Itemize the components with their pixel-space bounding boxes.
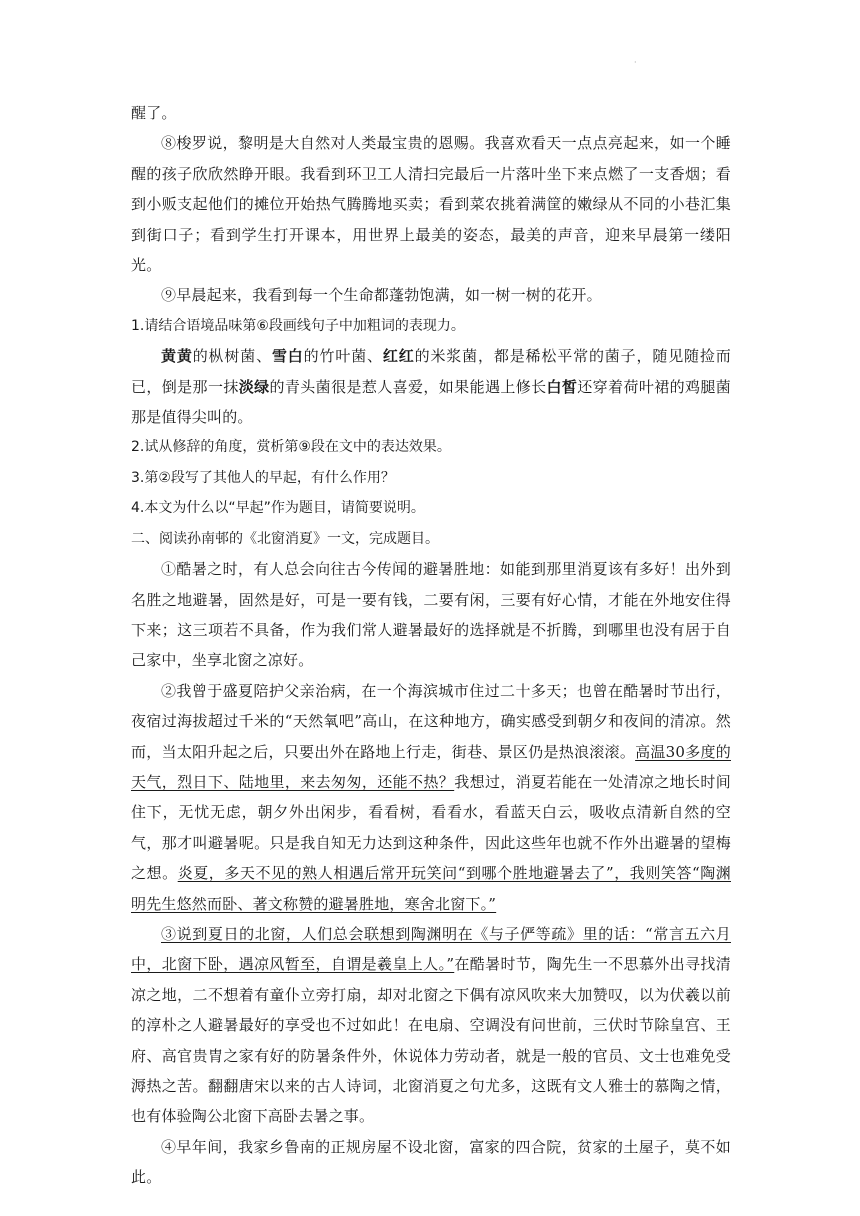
s2-text-b: 我想过，消夏若能在一处清凉之地长时间住下，无忧无虑，朝夕外出闲步，看看树，看看水，看蓝天白云，吸收点清新自然的空气，那才叫避暑呢。只是我自知无力达到这种条件，因此这些年也就不作外出避暑的望梅之想。 xyxy=(131,772,732,883)
document-body xyxy=(131,98,731,1193)
section-paragraph-2 xyxy=(131,676,731,919)
quote-text-1: 的枞树菌、 xyxy=(192,347,272,366)
question-2: 2.试从修辞的角度，赏析第⑨段在文中的表达效果。 xyxy=(131,439,451,456)
section-paragraph-3 xyxy=(131,919,731,1132)
section-2-heading: 二、阅读孙南邨的《北窗消夏》一文，完成题目。 xyxy=(131,530,439,547)
s2-underlined-1: 高温30多度的天气，烈日下、陆地里，来去匆匆，还能不热？ xyxy=(131,742,731,791)
s3-underlined-quote: ③说到夏日的北窗，人们总会联想到陶渊明在《与子俨等疏》里的话：“常言五六月中，北窗下卧，遇凉风暂至，自谓是羲皇上人。” xyxy=(131,924,731,974)
s2-underlined-2: 炎夏，多天不见的熟人相遇后常开玩笑问“到哪个胜地避暑去了”，我则笑答“陶渊明先生悠然而卧、著文称赞的避暑胜地，寒舍北窗下。” xyxy=(131,864,731,913)
s3-text: 在酷暑时节，陶先生一不思慕外出寻找清凉之地，二不想着有童仆立旁打扇，却对北窗之下偶有凉风吹来大加赞叹，以为伏羲以前的淳朴之人避暑最好的享受也不过如此！在电扇、空调没有问世前，三伏时节除皇宫、王府、高官贵胄之家有好的防暑条件外，休说体力劳动者，就是一般的官员、文士也难免受溽热之苦。翻翻唐宋以来的古人诗词，北窗消夏之句尤多，这既有文人雅士的慕陶之情，也有体验陶公北窗下高卧去暑之事。 xyxy=(131,955,731,1126)
bold-word-1: 黄黄 xyxy=(161,347,193,366)
section-paragraph-1: ①酷暑之时，有人总会向往古今传闻的避暑胜地：如能到那里消夏该有多好！出外到名胜之地避暑，固然是好，可是一要有钱，二要有闲，三要有好心情，才能在外地安住得下来；这三项若不具备，作为我们常人避暑最好的选择就是不折腾，到哪里也没有居于自己家中，坐享北窗之凉好。 xyxy=(131,560,731,670)
quote-text-4: 的青头菌很是惹人喜爱，如果能遇上修长 xyxy=(269,377,547,396)
quote-text-3: 的米浆菌，都是稀松平常的菌子，随见随捡而已，倒是那一抹 xyxy=(131,347,731,396)
s2-text-a: ②我曾于盛夏陪护父亲治病，在一个海滨城市住过二十多天；也曾在酷暑时节出行，夜宿过海拔超过千米的“天然氧吧”高山，在这种地方，确实感受到朝夕和夜间的清凉。然而，当太阳升起之后，只要出外在路地上行走，街巷、景区仍是热浪滚滚。 xyxy=(131,681,731,761)
question-1: 1.请结合语境品味第⑥段画线句子中加粗词的表现力。 xyxy=(131,317,465,334)
paragraph-9: ⑨早晨起来，我看到每一个生命都蓬勃饱满，如一树一树的花开。 xyxy=(161,286,602,305)
header-mark: · xyxy=(634,58,637,67)
quote-text-5: 还穿着荷叶裙的鸡腿菌那是值得尖叫的。 xyxy=(131,377,731,427)
bold-word-4: 淡绿 xyxy=(238,377,270,396)
question-4: 4.本文为什么以“早起”作为题目，请简要说明。 xyxy=(131,500,425,517)
quoted-passage xyxy=(131,341,731,432)
quote-text-2: 的竹叶菌、 xyxy=(303,347,383,366)
question-3: 3.第②段写了其他人的早起，有什么作用？ xyxy=(131,469,395,486)
section-paragraph-4: ④早年间，我家乡鲁南的正规房屋不设北窗，富家的四合院，贫家的土屋子，莫不如此。 xyxy=(131,1137,731,1187)
bold-word-2: 雪白 xyxy=(271,347,304,366)
paragraph-8: ⑧梭罗说，黎明是大自然对人类最宝贵的恩赐。我喜欢看天一点点亮起来，如一个睡醒的孩子欣欣然睁开眼。我看到环卫工人清扫完最后一片落叶坐下来点燃了一支香烟；看到小贩支起他们的摊位开始热气腾腾地买卖；看到菜农挑着满筐的嫩绿从不同的小巷汇集到街口子；看到学生打开课本，用世界上最美的姿态，最美的声音，迎来早晨第一缕阳光。 xyxy=(131,134,731,275)
bold-word-5: 白皙 xyxy=(546,377,578,396)
paragraph-tail: 醒了。 xyxy=(131,104,177,122)
bold-word-3: 红红 xyxy=(382,347,415,366)
